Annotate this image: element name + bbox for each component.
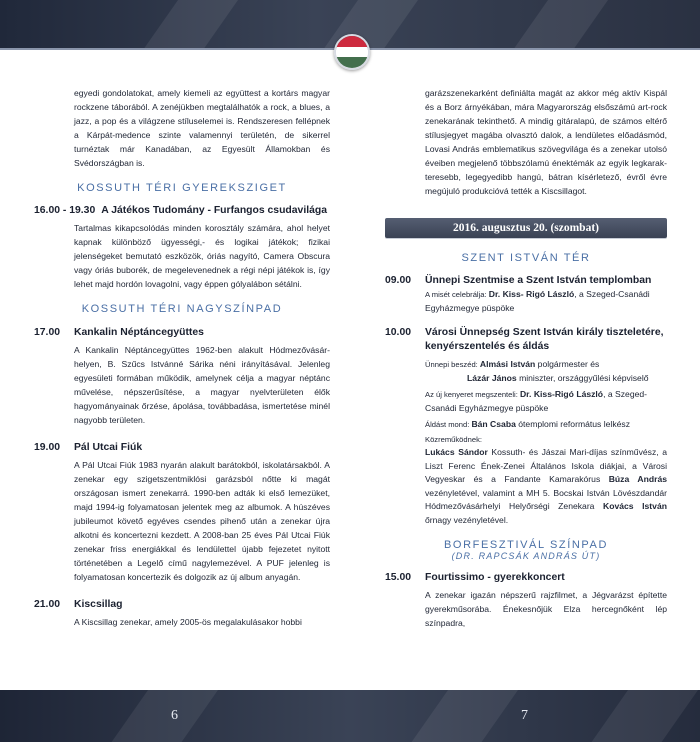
event-title: Pál Utcai Fiúk <box>74 442 143 453</box>
event-title: Városi Ünnepség Szent István király tiszteletére, kenyérszentelés és áldás <box>425 327 664 352</box>
event-heading <box>34 598 330 612</box>
event-time: 15.00 <box>385 572 412 583</box>
event-heading <box>385 326 667 354</box>
event-detail: Áldást mond: Bán Csaba ótemplomi református lelkész <box>425 419 631 429</box>
left-column <box>34 86 330 629</box>
right-column <box>385 86 667 630</box>
event-heading <box>34 326 330 340</box>
event-heading <box>385 571 667 585</box>
event-time: 16.00 - 19.30 <box>34 205 96 216</box>
event-detail: Ünnepi beszéd: Almási István polgármester és <box>425 359 600 369</box>
event-time: 09.00 <box>385 275 412 286</box>
event-description: Tartalmas kikapcsolódás minden korosztály számára, ahol helyet kapnak különböző ügyességi,- és logikai játékok; fizikai jelenségeket bemutató eszközök, óriás nagyító, Camera Obscura vagy óriás buborék, de megelevenednek a régi népi játékok is, így lehet majd hordón lovagolni, vagy éppen gólyalábon sétálni. <box>74 223 330 289</box>
event-time: 17.00 <box>34 327 61 338</box>
event-time: 19.00 <box>34 442 61 453</box>
event-detail: Lukács Sándor Kossuth- és Jászai Mari-díjas színművész, a Liszt Ferenc Ének-Zenei Általános Iskola diákjai, a Városi Vegyeskar és a Fandante Kamarakórus Búza András vezényletével, valamint a MH 5. Bocskai István Lövészdandár Hódmezővásárhelyi Helyőrségi Zenekara Kovács István őrnagy vezényletével. <box>425 447 668 525</box>
event-time: 10.00 <box>385 327 412 338</box>
event-detail: Közreműködnek: <box>425 434 482 444</box>
page-number-right: 7 <box>521 708 528 723</box>
event-detail: Az új kenyeret megszenteli: Dr. Kiss-Rigó László, a Szeged-Csanádi Egyházmegye püspöke <box>425 389 648 413</box>
event-description: A Kiscsillag zenekar, amely 2005-ös megalakulásakor hobbi <box>74 617 302 627</box>
event-heading <box>385 274 667 288</box>
right-intro-text: garázszenekarként definiálta magát az akkor még aktív Kispál és a Borz árnyékában, mára Magyarország elsőszámú art-rock zenekarának tekinthető. A mindig gitáralapú, de számos eltérő stílusjegyet magába olvasztó dalok, a lendületes előadásmód, Lovasi András emblematikus szövegvilága és a zenekar utolsó éveiben megjelenő többszólamú énektémák az egyik legkarak-teresebb, legegyedibb hangú, bátran kísérletező, évről évre megújuló produkcióvá tették a Kiscsillagot. <box>425 88 667 196</box>
left-intro-text: egyedi gondolatokat, amely kiemeli az együttest a kortárs magyar rockzene táborából. A zenéjükben megtalálhatók a rock, a blues, a jazz, a pop és a világzene stíluselemei is. Rendszeresen fellépnek a Kárpát-medence szinte valamennyi területén, de sikerrel turnéztak már Kanadában, az Egyesült Államokban és Svédországban is. <box>74 88 330 168</box>
event-title: Kankalin Néptáncegyüttes <box>74 327 204 338</box>
event-title: Kiscsillag <box>74 599 123 610</box>
event-heading <box>34 204 330 218</box>
venue-subheading: (DR. RAPCSÁK ANDRÁS ÚT) <box>451 551 601 561</box>
event-description: A zenekar igazán népszerű rajzfilmet, a Jégvarázst építette gyerekműsorába. Énekesnőjük Elza hercegnőként lép színpadra, <box>425 590 667 628</box>
venue-heading: KOSSUTH TÉRI NAGYSZÍNPAD <box>81 303 283 315</box>
event-title: Fourtissimo - gyerekkoncert <box>425 572 565 583</box>
event-heading <box>34 441 330 455</box>
venue-heading: SZENT ISTVÁN TÉR <box>461 252 591 264</box>
page-number-left: 6 <box>171 708 178 723</box>
event-description: A Kankalin Néptáncegyüttes 1962-ben alakult Hódmezővásár-helyen, B. Szűcs Istvánné Sárika néni irányításával. Jelenleg egyesületi formában működik, amelynek célja a magyar néptánc művelése, népszerűsítése, a magyar nyelvterületen élők hagyományainak őrzése, ápolása, továbbadása, ismertetése minél nagyobb területen. <box>74 345 330 425</box>
event-time: 21.00 <box>34 599 61 610</box>
event-title: A Játékos Tudomány - Furfangos csudavilága <box>101 205 328 216</box>
hungarian-flag-icon <box>334 34 370 70</box>
event-detail: A misét celebrálja: Dr. Kiss- Rigó László, a Szeged-Csanádi Egyházmegye püspöke <box>425 289 650 313</box>
event-title: Ünnepi Szentmise a Szent István templomban <box>425 275 652 286</box>
venue-heading: KOSSUTH TÉRI GYEREKSZIGET <box>77 182 287 194</box>
page-footer-band <box>0 690 700 742</box>
venue-heading: BORFESZTIVÁL SZÍNPAD <box>443 539 609 551</box>
date-banner: 2016. augusztus 20. (szombat) <box>385 218 667 238</box>
event-description: A Pál Utcai Fiúk 1983 nyarán alakult barátokból, iskolatársakból. A zenekar egy szigetszentmiklósi garázsból nőtte ki magát országosan ismert zenekarrá. 1990-ben adták ki első lemezüket, majd 1994-ig folyamatosan jelentek meg az albumok. A húszéves jubileumot követő egyéves csendes pihenő után a zenekar újra alkotni és koncertezni kezdett. A 2008-ban 25 éves Pál Utcai Fiúk zenekar friss energiákkal és lendülettel újabb fejezetet nyitott történetében a Legelő című nagylemezével. A PUF jelenleg is folyamatosan koncertezik és dolgozik az új album anyagán. <box>74 460 330 582</box>
event-detail: Lázár János miniszter, országgyűlési képviselő <box>467 372 649 383</box>
